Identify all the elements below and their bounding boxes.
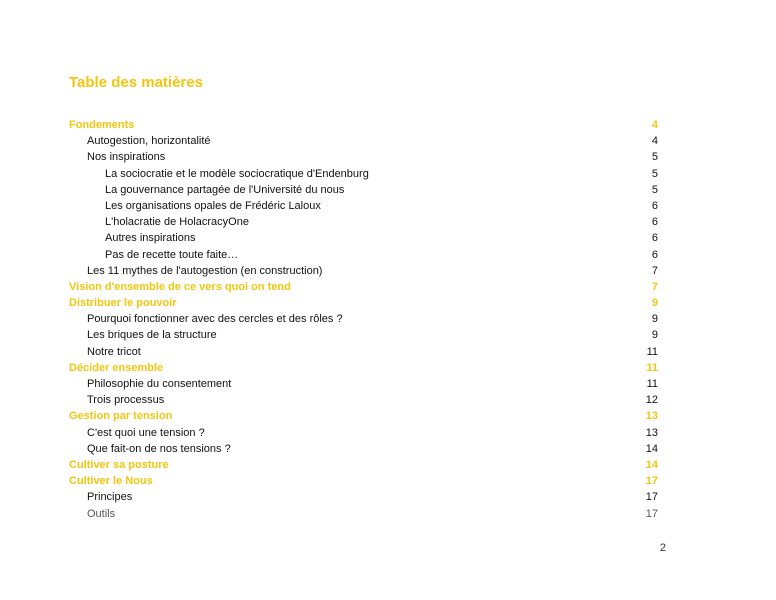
toc-entry[interactable] xyxy=(69,425,658,441)
toc-entry-page: 5 xyxy=(651,151,658,164)
toc-entry-page: 9 xyxy=(651,313,658,326)
toc-entry-title: Cultiver le Nous xyxy=(69,475,153,488)
toc-list xyxy=(69,117,658,522)
toc-entry-page: 17 xyxy=(645,475,658,488)
toc-entry-title: Notre tricot xyxy=(87,345,141,358)
toc-entry[interactable] xyxy=(69,182,658,198)
toc-entry[interactable] xyxy=(69,489,658,505)
toc-title: Table des matières xyxy=(69,74,203,91)
toc-entry-title: Nos inspirations xyxy=(87,151,166,164)
toc-entry-page: 6 xyxy=(651,248,658,261)
toc-entry-page: 6 xyxy=(651,232,658,245)
toc-entry-title: La sociocratie et le modèle sociocratique d'Endenburg xyxy=(105,167,369,180)
toc-entry[interactable] xyxy=(69,133,658,149)
toc-entry[interactable] xyxy=(69,344,658,360)
toc-entry[interactable] xyxy=(69,506,658,522)
toc-entry[interactable] xyxy=(69,392,658,408)
toc-entry-page: 5 xyxy=(651,183,658,196)
page-number: 2 xyxy=(659,542,666,554)
toc-entry-title: La gouvernance partagée de l'Université du nous xyxy=(105,183,345,196)
toc-entry[interactable] xyxy=(69,327,658,343)
toc-entry-title: Trois processus xyxy=(87,394,165,407)
toc-entry-title: Que fait-on de nos tensions ? xyxy=(87,442,231,455)
toc-entry-page: 5 xyxy=(651,167,658,180)
toc-entry[interactable] xyxy=(69,230,658,246)
toc-entry[interactable] xyxy=(69,117,658,133)
toc-entry-title: Distribuer le pouvoir xyxy=(69,297,177,310)
toc-entry-page: 7 xyxy=(651,280,658,293)
toc-entry-title: Autogestion, horizontalité xyxy=(87,135,211,148)
toc-entry-page: 7 xyxy=(651,264,658,277)
toc-entry[interactable] xyxy=(69,311,658,327)
toc-entry[interactable] xyxy=(69,247,658,263)
toc-entry-page: 13 xyxy=(645,426,658,439)
toc-entry[interactable] xyxy=(69,295,658,311)
toc-entry-title: Autres inspirations xyxy=(105,232,196,245)
toc-entry-title: Décider ensemble xyxy=(69,361,164,374)
toc-entry-title: Pas de recette toute faite… xyxy=(105,248,239,261)
toc-entry[interactable] xyxy=(69,166,658,182)
toc-entry-page: 6 xyxy=(651,199,658,212)
toc-entry-title: L'holacratie de HolacracyOne xyxy=(105,216,249,229)
toc-entry-title: Les organisations opales de Frédéric Laloux xyxy=(105,199,321,212)
toc-entry-title: Principes xyxy=(87,491,133,504)
toc-entry-title: Les briques de la structure xyxy=(87,329,217,342)
toc-entry-page: 14 xyxy=(645,458,658,471)
toc-entry-page: 6 xyxy=(651,216,658,229)
toc-entry-title: Outils xyxy=(87,507,116,520)
toc-entry-page: 4 xyxy=(651,135,658,148)
toc-entry[interactable] xyxy=(69,279,658,295)
toc-entry-page: 9 xyxy=(651,297,658,310)
toc-entry-title: Cultiver sa posture xyxy=(69,458,169,471)
toc-entry[interactable] xyxy=(69,263,658,279)
toc-entry[interactable] xyxy=(69,376,658,392)
toc-entry-page: 12 xyxy=(645,394,658,407)
toc-entry-title: C'est quoi une tension ? xyxy=(87,426,205,439)
toc-entry[interactable] xyxy=(69,441,658,457)
toc-entry[interactable] xyxy=(69,149,658,165)
toc-entry-title: Les 11 mythes de l'autogestion (en construction) xyxy=(87,264,323,277)
toc-entry-page: 17 xyxy=(645,491,658,504)
toc-entry[interactable] xyxy=(69,408,658,424)
toc-entry[interactable] xyxy=(69,360,658,376)
toc-entry-page: 4 xyxy=(651,119,658,131)
toc-entry-title: Gestion par tension xyxy=(69,410,173,423)
toc-entry-title: Vision d'ensemble de ce vers quoi on tend xyxy=(69,280,291,293)
toc-entry-page: 11 xyxy=(646,361,658,374)
toc-entry[interactable] xyxy=(69,457,658,473)
toc-entry[interactable] xyxy=(69,198,658,214)
toc-entry-title: Fondements xyxy=(69,119,135,131)
toc-entry-page: 11 xyxy=(646,378,658,390)
toc-entry-title: Pourquoi fonctionner avec des cercles et des rôles ? xyxy=(87,313,343,326)
toc-entry[interactable] xyxy=(69,473,658,489)
toc-entry-page: 13 xyxy=(645,410,658,423)
toc-entry-page: 14 xyxy=(645,442,658,455)
toc-entry-page: 11 xyxy=(646,345,658,358)
toc-entry-page: 17 xyxy=(645,507,658,520)
toc-entry[interactable] xyxy=(69,214,658,230)
toc-entry-page: 9 xyxy=(651,329,658,342)
toc-entry-title: Philosophie du consentement xyxy=(87,378,232,390)
